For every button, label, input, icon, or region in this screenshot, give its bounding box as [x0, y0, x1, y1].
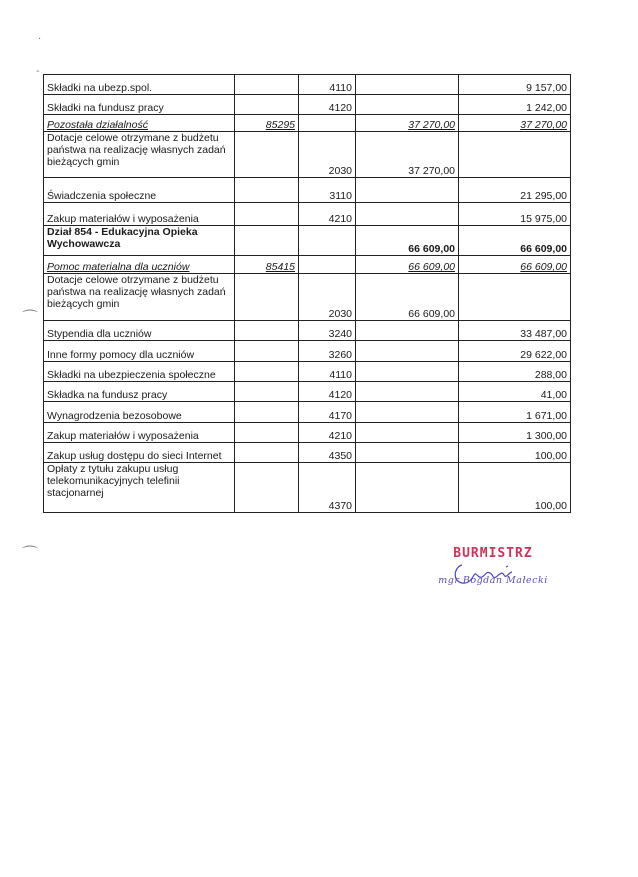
- table-row: [44, 95, 571, 115]
- row-section-code: [235, 132, 299, 178]
- row-paragraph-code: 3260: [299, 341, 356, 362]
- row-description: Pozostała działalność: [44, 115, 235, 132]
- table-row: [44, 402, 571, 423]
- row-description: Wynagrodzenia bezosobowe: [44, 402, 235, 423]
- row-paragraph-code: 4210: [299, 203, 356, 226]
- row-description: Zakup materiałów i wyposażenia: [44, 423, 235, 443]
- row-section-code: [235, 75, 299, 95]
- budget-table-body: [44, 75, 571, 513]
- row-amount: [459, 132, 571, 178]
- row-section-code: [235, 423, 299, 443]
- row-section-code: 85415: [235, 256, 299, 274]
- table-row: [44, 321, 571, 341]
- row-description: Dział 854 - Edukacyjna Opieka Wychowawcza: [44, 226, 235, 256]
- row-description: Opłaty z tytułu zakupu usług telekomunikacyjnych telefinii stacjonarnej: [44, 463, 235, 513]
- row-description: Pomoc materialna dla uczniów: [44, 256, 235, 274]
- stamp-name: mgr Bogdan Małecki: [438, 575, 548, 586]
- row-plan-amount: 66 609,00: [356, 274, 459, 321]
- row-section-code: [235, 402, 299, 423]
- row-description: Dotacje celowe otrzymane z budżetu państwa na realizację własnych zadań bieżących gmin: [44, 274, 235, 321]
- row-paragraph-code: 4370: [299, 463, 356, 513]
- row-plan-amount: [356, 423, 459, 443]
- row-paragraph-code: 4170: [299, 402, 356, 423]
- row-section-code: [235, 274, 299, 321]
- row-amount: 15 975,00: [459, 203, 571, 226]
- row-paragraph-code: 3110: [299, 178, 356, 203]
- row-amount: 100,00: [459, 463, 571, 513]
- row-amount: 41,00: [459, 382, 571, 402]
- row-plan-amount: [356, 463, 459, 513]
- row-paragraph-code: 4120: [299, 382, 356, 402]
- row-amount: [459, 274, 571, 321]
- row-plan-amount: [356, 95, 459, 115]
- row-section-code: [235, 203, 299, 226]
- row-plan-amount: [356, 443, 459, 463]
- table-row: [44, 341, 571, 362]
- row-plan-amount: [356, 321, 459, 341]
- scan-mark: ·: [38, 34, 42, 45]
- row-section-code: [235, 226, 299, 256]
- row-section-code: [235, 362, 299, 382]
- row-plan-amount: [356, 362, 459, 382]
- row-amount: 100,00: [459, 443, 571, 463]
- row-paragraph-code: 4110: [299, 362, 356, 382]
- row-section-code: [235, 341, 299, 362]
- row-amount: 1 671,00: [459, 402, 571, 423]
- row-paragraph-code: 4120: [299, 95, 356, 115]
- handwritten-signature: [448, 557, 528, 587]
- row-plan-amount: 37 270,00: [356, 115, 459, 132]
- row-section-code: [235, 178, 299, 203]
- row-paragraph-code: 4210: [299, 423, 356, 443]
- row-description: Składka na fundusz pracy: [44, 382, 235, 402]
- row-description: Składki na ubezp.spol.: [44, 75, 235, 95]
- row-paragraph-code: 3240: [299, 321, 356, 341]
- row-plan-amount: 66 609,00: [356, 226, 459, 256]
- row-amount: 1 242,00: [459, 95, 571, 115]
- table-row: [44, 226, 571, 256]
- table-row: [44, 382, 571, 402]
- row-description: Stypendia dla uczniów: [44, 321, 235, 341]
- row-amount: 288,00: [459, 362, 571, 382]
- row-paragraph-code: [299, 226, 356, 256]
- table-row: [44, 443, 571, 463]
- scan-mark: -: [36, 66, 40, 77]
- row-amount: 9 157,00: [459, 75, 571, 95]
- table-row: [44, 423, 571, 443]
- row-plan-amount: [356, 75, 459, 95]
- row-paragraph-code: [299, 115, 356, 132]
- punch-hole-mark: ⌒: [22, 308, 39, 327]
- row-amount: 21 295,00: [459, 178, 571, 203]
- row-description: Świadczenia społeczne: [44, 178, 235, 203]
- row-amount: 29 622,00: [459, 341, 571, 362]
- row-plan-amount: 37 270,00: [356, 132, 459, 178]
- row-amount: 66 609,00: [459, 226, 571, 256]
- row-plan-amount: [356, 402, 459, 423]
- table-row: [44, 362, 571, 382]
- row-plan-amount: 66 609,00: [356, 256, 459, 274]
- row-description: Składki na ubezpieczenia społeczne: [44, 362, 235, 382]
- row-section-code: [235, 95, 299, 115]
- table-row: [44, 274, 571, 321]
- row-amount: 66 609,00: [459, 256, 571, 274]
- table-row: [44, 75, 571, 95]
- row-paragraph-code: 2030: [299, 274, 356, 321]
- row-amount: 33 487,00: [459, 321, 571, 341]
- row-description: Składki na fundusz pracy: [44, 95, 235, 115]
- row-section-code: [235, 382, 299, 402]
- row-section-code: [235, 321, 299, 341]
- row-amount: 37 270,00: [459, 115, 571, 132]
- row-amount: 1 300,00: [459, 423, 571, 443]
- row-paragraph-code: [299, 256, 356, 274]
- table-row: [44, 463, 571, 513]
- row-section-code: [235, 443, 299, 463]
- row-paragraph-code: 4110: [299, 75, 356, 95]
- row-plan-amount: [356, 382, 459, 402]
- stamp-title: BURMISTRZ: [453, 546, 533, 561]
- table-row: [44, 178, 571, 203]
- row-description: Zakup materiałów i wyposażenia: [44, 203, 235, 226]
- row-description: Zakup usług dostępu do sieci Internet: [44, 443, 235, 463]
- row-description: Inne formy pomocy dla uczniów: [44, 341, 235, 362]
- row-section-code: [235, 463, 299, 513]
- punch-hole-mark: ⌒: [22, 544, 39, 563]
- row-plan-amount: [356, 341, 459, 362]
- table-row: [44, 132, 571, 178]
- table-row: [44, 203, 571, 226]
- table-row: [44, 256, 571, 274]
- row-paragraph-code: 4350: [299, 443, 356, 463]
- row-plan-amount: [356, 178, 459, 203]
- row-plan-amount: [356, 203, 459, 226]
- row-description: Dotacje celowe otrzymane z budżetu państwa na realizację własnych zadań bieżących gmin: [44, 132, 235, 178]
- table-row: [44, 115, 571, 132]
- budget-table: [43, 74, 571, 513]
- row-section-code: 85295: [235, 115, 299, 132]
- row-paragraph-code: 2030: [299, 132, 356, 178]
